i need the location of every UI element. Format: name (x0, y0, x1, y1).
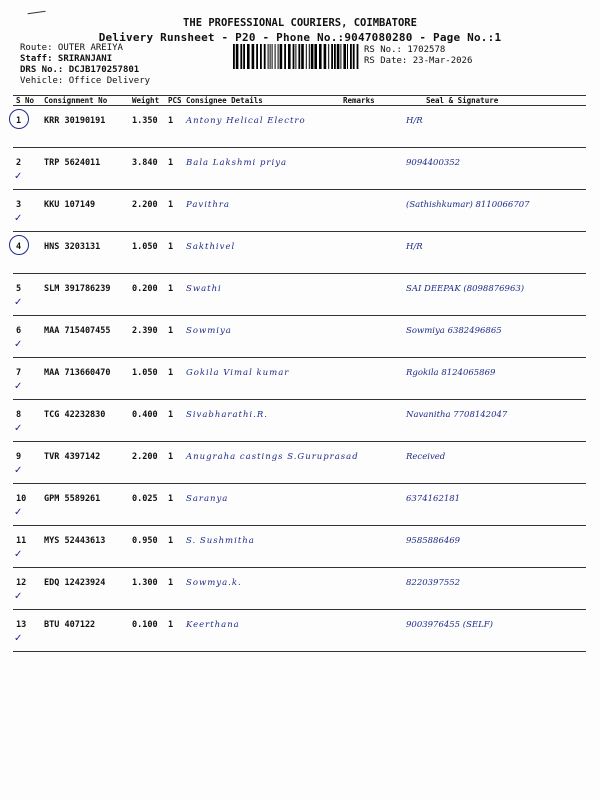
barcode-bar (357, 44, 359, 69)
row-remarks (340, 106, 376, 148)
row-consignee: Antony Helical Electro (183, 106, 340, 148)
runsheet-title: Delivery Runsheet - P20 - Phone No.:9047080280 - Page No.:1 (98, 31, 502, 44)
table-row (13, 358, 586, 400)
row-consignee: Sowmya.k. (183, 568, 340, 610)
row-consignment-no: TCG 42232830 (41, 400, 129, 442)
row-consignment-no: BTU 407122 (41, 610, 129, 652)
barcode-bar (334, 44, 336, 69)
row-signature: 9094400352 (376, 148, 586, 190)
table-row (13, 400, 586, 442)
row-pcs: 1 (165, 358, 183, 400)
row-pcs: 1 (165, 274, 183, 316)
row-signature: H/R (376, 106, 586, 148)
row-sno: 9 (13, 442, 41, 484)
row-signature: 9003976455 (SELF) (376, 610, 586, 652)
row-remarks (340, 358, 376, 400)
row-signature: Rgokila 8124065869 (376, 358, 586, 400)
table-header-row (13, 96, 586, 106)
row-signature: 9585886469 (376, 526, 586, 568)
table-row (13, 148, 586, 190)
barcode-bar (331, 44, 333, 69)
barcode-bar (233, 44, 235, 69)
pen-tick-mark: ✓ (14, 633, 23, 644)
row-consignment-no: SLM 391786239 (41, 274, 129, 316)
row-weight: 0.200 (129, 274, 165, 316)
row-sno: 13 (13, 610, 41, 652)
row-consignment-no: KKU 107149 (41, 190, 129, 232)
row-signature: Sowmiya 6382496865 (376, 316, 586, 358)
row-consignee: Bala Lakshmi priya (183, 148, 340, 190)
barcode-bar (268, 44, 269, 69)
row-sno: 12 (13, 568, 41, 610)
col-pcs: PCS (165, 96, 183, 106)
barcode-bar (288, 44, 291, 69)
row-pcs: 1 (165, 442, 183, 484)
barcode-bar (324, 44, 327, 69)
barcode-bar (353, 44, 355, 69)
pen-circle-mark (9, 109, 29, 129)
row-weight: 1.050 (129, 358, 165, 400)
rs-date: RS Date: 23-Mar-2026 (364, 56, 473, 66)
barcode-bar (280, 44, 283, 69)
barcode-bar (340, 44, 341, 69)
row-sno: 2 (13, 148, 41, 190)
row-consignment-no: TRP 5624011 (41, 148, 129, 190)
barcode-bar (278, 44, 279, 69)
barcode-bar (350, 44, 352, 69)
row-pcs: 1 (165, 526, 183, 568)
row-pcs: 1 (165, 148, 183, 190)
barcode-bar (328, 44, 329, 69)
barcode-bar (243, 44, 245, 69)
row-remarks (340, 526, 376, 568)
row-sno: 1 (13, 106, 41, 148)
row-consignee: Saranya (183, 484, 340, 526)
barcode-bar (256, 44, 258, 69)
row-consignment-no: EDQ 12423924 (41, 568, 129, 610)
barcode-bar (264, 44, 266, 69)
row-consignee: Gokila Vimal kumar (183, 358, 340, 400)
barcode-bar (240, 44, 242, 69)
row-sno: 6 (13, 316, 41, 358)
barcode-bar (347, 44, 348, 69)
barcode-bar (314, 44, 317, 69)
pen-tick-mark: ✓ (14, 423, 23, 434)
row-consignment-no: HNS 3203131 (41, 232, 129, 274)
barcode-bar (284, 44, 286, 69)
pen-tick-mark: ✓ (14, 213, 23, 224)
row-weight: 1.350 (129, 106, 165, 148)
table-row (13, 568, 586, 610)
row-sno: 3 (13, 190, 41, 232)
row-signature: (Sathishkumar) 8110066707 (376, 190, 586, 232)
col-consignment: Consignment No (41, 96, 129, 106)
row-weight: 0.400 (129, 400, 165, 442)
barcode-bar (272, 44, 273, 69)
row-signature: Received (376, 442, 586, 484)
barcode-bar (311, 44, 314, 69)
pen-tick-mark: ✓ (14, 591, 23, 602)
barcode-bar (275, 44, 276, 69)
row-pcs: 1 (165, 610, 183, 652)
route-line: Route: OUTER AREIYA (20, 43, 123, 53)
row-consignee: Sakthivel (183, 232, 340, 274)
row-signature: H/R (376, 232, 586, 274)
row-pcs: 1 (165, 232, 183, 274)
barcode-bar (309, 44, 310, 69)
row-remarks (340, 232, 376, 274)
pen-tick-mark: ✓ (14, 507, 23, 518)
company-title: THE PROFESSIONAL COURIERS, COIMBATORE (183, 17, 417, 29)
row-consignment-no: TVR 4397142 (41, 442, 129, 484)
vehicle-line: Vehicle: Office Delivery (20, 76, 151, 86)
barcode-bar (319, 44, 322, 69)
table-row (13, 442, 586, 484)
row-consignment-no: GPM 5589261 (41, 484, 129, 526)
barcode-bar (252, 44, 255, 69)
runsheet-table (13, 95, 586, 652)
table-row (13, 274, 586, 316)
col-weight: Weight (129, 96, 165, 106)
row-consignee: Swathi (183, 274, 340, 316)
row-pcs: 1 (165, 400, 183, 442)
col-remarks: Remarks (340, 96, 376, 106)
barcode-bar (247, 44, 250, 69)
barcode-bar (295, 44, 296, 69)
row-signature: 6374162181 (376, 484, 586, 526)
pen-circle-mark (9, 235, 29, 255)
row-sno: 7 (13, 358, 41, 400)
row-weight: 3.840 (129, 148, 165, 190)
barcode-bar (260, 44, 262, 69)
row-consignment-no: MAA 715407455 (41, 316, 129, 358)
barcode-bar (293, 44, 295, 69)
row-weight: 0.950 (129, 526, 165, 568)
row-remarks (340, 148, 376, 190)
barcode-bar (236, 44, 239, 69)
row-remarks (340, 400, 376, 442)
row-pcs: 1 (165, 484, 183, 526)
barcode (233, 44, 357, 69)
table-row (13, 232, 586, 274)
row-remarks (340, 274, 376, 316)
table-row (13, 526, 586, 568)
row-weight: 1.300 (129, 568, 165, 610)
row-remarks (340, 316, 376, 358)
row-weight: 2.200 (129, 190, 165, 232)
meta-right (364, 45, 472, 67)
row-consignee: Keerthana (183, 610, 340, 652)
pen-tick-mark: ✓ (14, 171, 23, 182)
row-consignment-no: MAA 713660470 (41, 358, 129, 400)
row-pcs: 1 (165, 106, 183, 148)
row-weight: 2.390 (129, 316, 165, 358)
pen-tick-mark: ✓ (14, 339, 23, 350)
barcode-bar (337, 44, 340, 69)
col-consignee: Consignee Details (183, 96, 340, 106)
row-remarks (340, 610, 376, 652)
row-pcs: 1 (165, 568, 183, 610)
pen-tick-mark: ✓ (14, 381, 23, 392)
table-row (13, 610, 586, 652)
row-sno: 10 (13, 484, 41, 526)
pen-tick-mark: ✓ (14, 465, 23, 476)
rs-number: RS No.: 1702578 (364, 45, 446, 55)
row-consignment-no: KRR 30190191 (41, 106, 129, 148)
barcode-bar (301, 44, 304, 69)
row-signature: 8220397552 (376, 568, 586, 610)
row-signature: Navanitha 7708142047 (376, 400, 586, 442)
drs-line: DRS No.: DCJB170257801 (20, 65, 140, 75)
row-sno: 8 (13, 400, 41, 442)
row-remarks (340, 568, 376, 610)
table-row (13, 106, 586, 148)
row-consignee: S. Sushmitha (183, 526, 340, 568)
barcode-bar (270, 44, 271, 69)
row-remarks (340, 484, 376, 526)
staff-line: Staff: SRIRANJANI (20, 54, 113, 64)
row-pcs: 1 (165, 316, 183, 358)
row-sno: 4 (13, 232, 41, 274)
row-pcs: 1 (165, 190, 183, 232)
row-consignee: Sowmiya (183, 316, 340, 358)
row-sno: 11 (13, 526, 41, 568)
col-sno: S No (13, 96, 41, 106)
row-consignee: Pavithra (183, 190, 340, 232)
row-remarks (340, 190, 376, 232)
col-seal: Seal & Signature (376, 96, 586, 106)
row-weight: 0.025 (129, 484, 165, 526)
row-weight: 1.050 (129, 232, 165, 274)
row-weight: 2.200 (129, 442, 165, 484)
barcode-bar (343, 44, 346, 69)
row-consignment-no: MYS 52443613 (41, 526, 129, 568)
row-remarks (340, 442, 376, 484)
barcode-bar (306, 44, 307, 69)
table-row (13, 484, 586, 526)
table-row (13, 190, 586, 232)
row-consignee: Anugraha castings S.Guruprasad (183, 442, 340, 484)
row-weight: 0.100 (129, 610, 165, 652)
barcode-bar (298, 44, 300, 69)
pen-tick-mark: ✓ (14, 549, 23, 560)
row-signature: SAI DEEPAK (8098876963) (376, 274, 586, 316)
row-sno: 5 (13, 274, 41, 316)
meta-left (20, 43, 150, 87)
table-row (13, 316, 586, 358)
pen-tick-mark: ✓ (14, 297, 23, 308)
row-consignee: Sivabharathi.R. (183, 400, 340, 442)
